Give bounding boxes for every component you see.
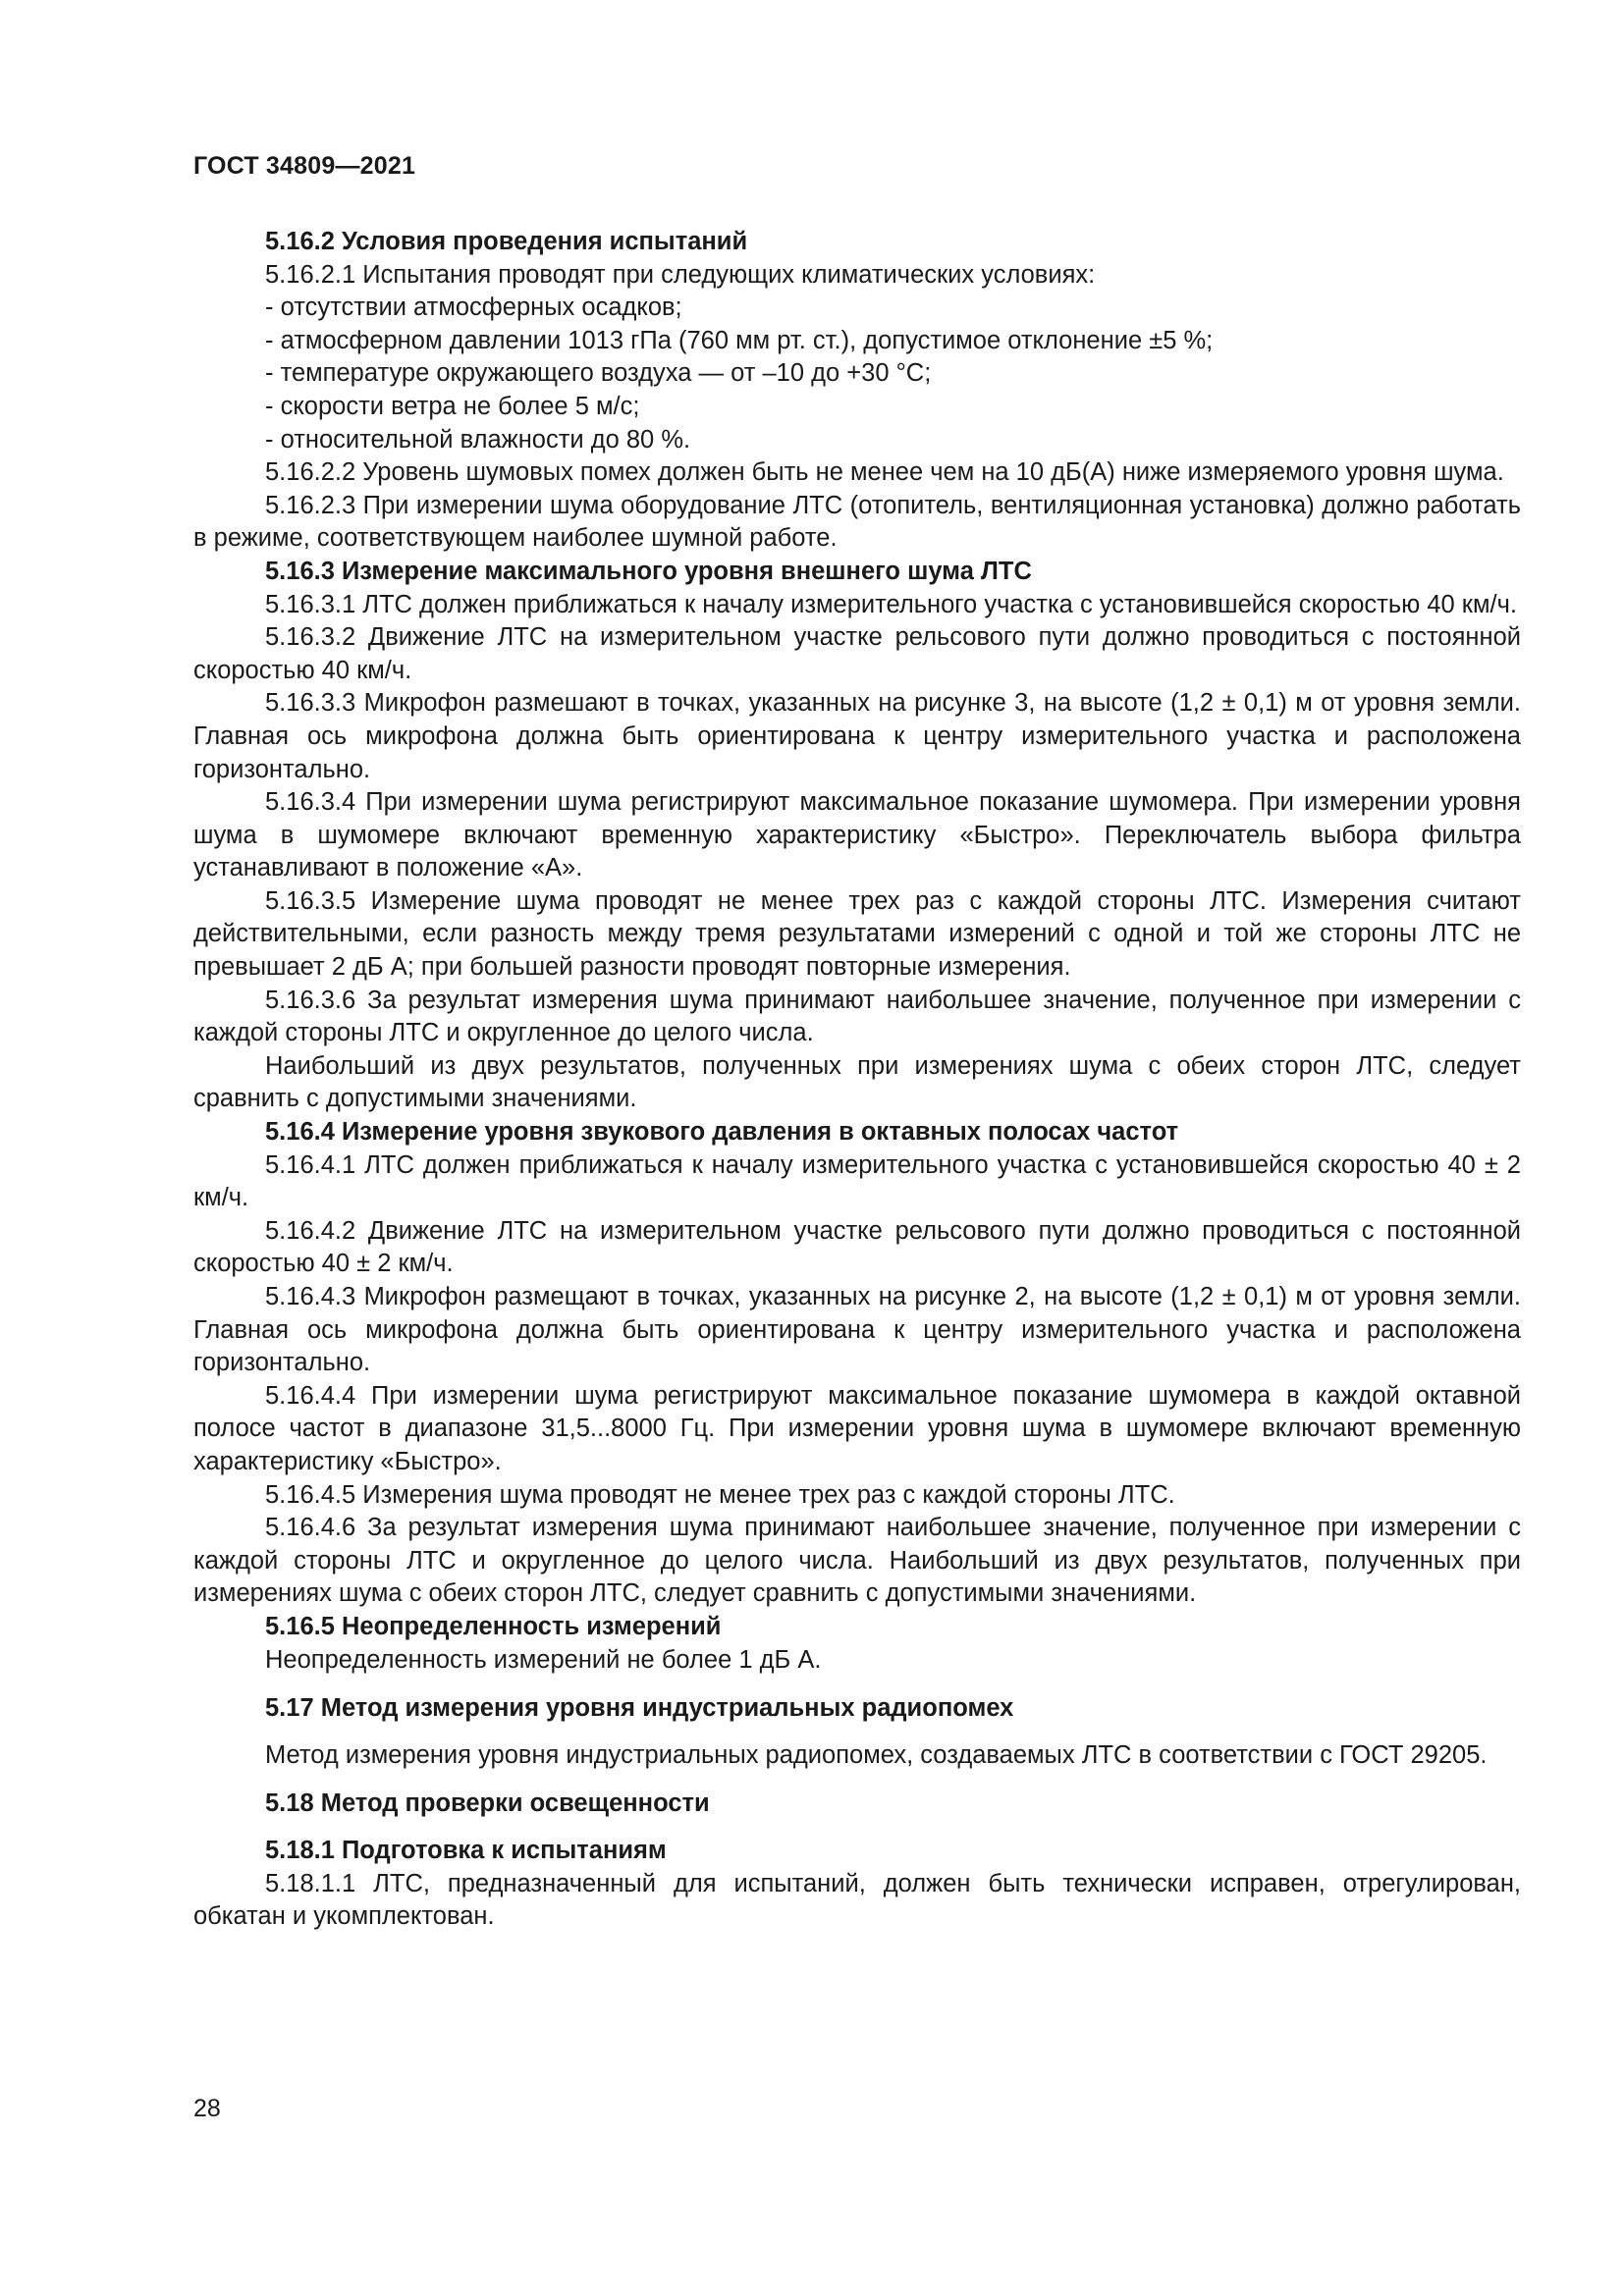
paragraph-5-16-2-3: 5.16.2.3 При измерении шума оборудование ЛТС (отопитель, вентиляционная установка) должно работать в режиме, соответствующем наиболее шумной работе.	[193, 491, 1521, 553]
paragraph-5-16-2-2: 5.16.2.2 Уровень шумовых помех должен быть не менее чем на 10 дБ(А) ниже измеряемого уровня шума.	[265, 458, 1504, 487]
paragraph-5-17: Метод измерения уровня индустриальных радиопомех, создаваемых ЛТС в соответствии с ГОСТ 29205.	[265, 1740, 1488, 1769]
document-body	[193, 226, 1521, 1934]
condition-item: - скорости ветра не более 5 м/с;	[265, 392, 640, 420]
paragraph-5-16-3-3: 5.16.3.3 Микрофон размешают в точках, указанных на рисунке 3, на высоте (1,2 ± 0,1) м от уровня земли. Главная ось микрофона должна быть ориентирована к центру измерительного участка и расположена горизонтально.	[193, 689, 1521, 783]
paragraph-5-16-2-1: 5.16.2.1 Испытания проводят при следующих климатических условиях:	[265, 260, 1096, 289]
section-heading-5-17: 5.17 Метод измерения уровня индустриальных радиопомех	[265, 1694, 1014, 1723]
paragraph-5-16-4-2: 5.16.4.2 Движение ЛТС на измерительном участке рельсового пути должно проводиться с постоянной скоростью 40 ± 2 км/ч.	[193, 1216, 1521, 1278]
paragraph-5-16-4-3: 5.16.4.3 Микрофон размещают в точках, указанных на рисунке 2, на высоте (1,2 ± 0,1) м от уровня земли. Главная ось микрофона должна быть ориентирована к центру измерительного участка и расположена горизонтально.	[193, 1283, 1521, 1377]
section-heading-5-16-3: 5.16.3 Измерение максимального уровня внешнего шума ЛТС	[265, 557, 1032, 585]
paragraph-5-16-5: Неопределенность измерений не более 1 дБ А.	[265, 1645, 822, 1674]
condition-item: - температуре окружающего воздуха — от –10 до +30 °С;	[265, 359, 932, 388]
paragraph-5-16-4-1: 5.16.4.1 ЛТС должен приближаться к началу измерительного участка с установившейся скоростью 40 ± 2 км/ч.	[193, 1150, 1521, 1212]
section-heading-5-16-2: 5.16.2 Условия проведения испытаний	[265, 228, 748, 255]
paragraph-5-16-4-4: 5.16.4.4 При измерении шума регистрируют максимальное показание шумомера в каждой октавной полосе частот в диапазоне 31,5...8000 Гц. При измерении уровня шума в шумомере включают временную характеристику «Быстро».	[193, 1381, 1521, 1475]
section-heading-5-16-4: 5.16.4 Измерение уровня звукового давления в октавных полосах частот	[265, 1118, 1179, 1147]
paragraph-5-16-3-5: 5.16.3.5 Измерение шума проводят не менее трех раз с каждой стороны ЛТС. Измерения считают действительными, если разность между тремя результатами измерений с одной и той же стороны ЛТС не превышает 2 дБ А; при большей разности проводят повторные измерения.	[193, 886, 1521, 982]
paragraph-5-16-3-6: 5.16.3.6 За результат измерения шума принимают наибольшее значение, полученное при измерении с каждой стороны ЛТС и округленное до целого числа.	[193, 986, 1521, 1047]
condition-item: - атмосферном давлении 1013 гПа (760 мм рт. ст.), допустимое отклонение ±5 %;	[265, 326, 1214, 354]
paragraph-5-18-1-1: 5.18.1.1 ЛТС, предназначенный для испытаний, должен быть технически исправен, отрегулирован, обкатан и укомплектован.	[193, 1869, 1521, 1931]
section-heading-5-18-1: 5.18.1 Подготовка к испытаниям	[265, 1836, 667, 1864]
paragraph-5-16-3-summary: Наибольший из двух результатов, полученных при измерениях шума с обеих сторон ЛТС, следует сравнить с допустимыми значениями.	[193, 1051, 1521, 1113]
section-heading-5-16-5: 5.16.5 Неопределенность измерений	[265, 1612, 722, 1640]
paragraph-5-16-3-2: 5.16.3.2 Движение ЛТС на измерительном участке рельсового пути должно проводиться с постоянной скоростью 40 км/ч.	[193, 623, 1521, 684]
paragraph-5-16-3-4: 5.16.3.4 При измерении шума регистрируют максимальное показание шумомера. При измерении уровня шума в шумомере включают временную характеристику «Быстро». Переключатель выбора фильтра устанавливают в положение «А».	[193, 788, 1521, 882]
section-heading-5-18: 5.18 Метод проверки освещенности	[265, 1789, 710, 1818]
condition-item: - отсутствии атмосферных осадков;	[265, 294, 682, 322]
paragraph-5-16-4-5: 5.16.4.5 Измерения шума проводят не менее трех раз с каждой стороны ЛТС.	[265, 1480, 1175, 1509]
page-number: 28	[193, 2095, 221, 2122]
paragraph-5-16-3-1: 5.16.3.1 ЛТС должен приближаться к началу измерительного участка с установившейся скоростью 40 км/ч.	[265, 590, 1517, 618]
condition-item: - относительной влажности до 80 %.	[265, 425, 691, 454]
paragraph-5-16-4-6: 5.16.4.6 За результат измерения шума принимают наибольшее значение, полученное при измерении с каждой стороны ЛТС и округленное до целого числа. Наибольший из двух результатов, полученных при измерениях шума с обеих сторон ЛТС, следует сравнить с допустимыми значениями.	[193, 1514, 1521, 1608]
document-header: ГОСТ 34809—2021	[193, 152, 416, 180]
